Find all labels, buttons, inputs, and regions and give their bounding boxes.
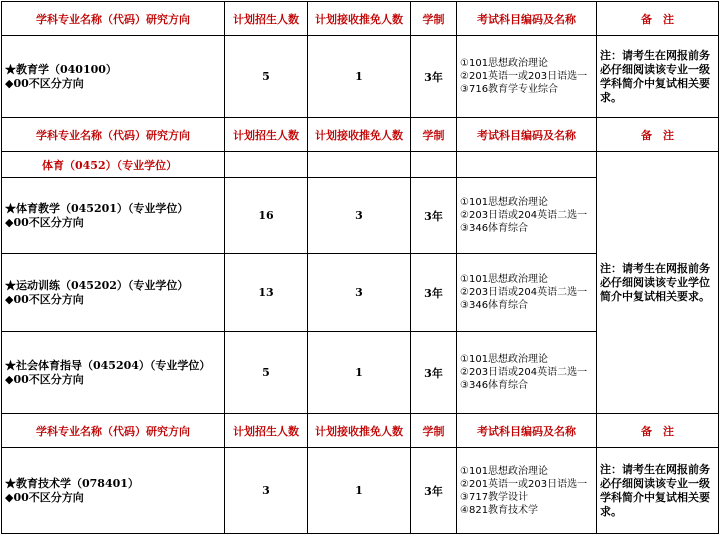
empty-cell bbox=[308, 152, 411, 178]
header-note: 备 注 bbox=[597, 414, 719, 448]
header-duration: 学制 bbox=[411, 2, 457, 36]
exempt-count: 1 bbox=[308, 332, 411, 414]
section-title: 体育（0452）（专业学位） bbox=[2, 152, 225, 178]
header-subjects: 考试科目编码及名称 bbox=[457, 2, 597, 36]
header-program: 学科专业名称（代码）研究方向 bbox=[2, 414, 225, 448]
subject-item: ①101思想政治理论 bbox=[460, 274, 549, 285]
subject-item: ①101思想政治理论 bbox=[460, 58, 549, 69]
header-program: 学科专业名称（代码）研究方向 bbox=[2, 118, 225, 152]
direction-name: ◆00不区分方向 bbox=[5, 372, 84, 386]
exempt-count: 3 bbox=[308, 178, 411, 254]
note-cell: 注：请考生在网报前务必仔细阅读该专业一级学科简介中复试相关要求。 bbox=[597, 448, 719, 534]
subject-item: ②203日语或204英语二选一 bbox=[460, 367, 588, 378]
subject-item: ③346体育综合 bbox=[460, 223, 529, 234]
subject-item: ③346体育综合 bbox=[460, 380, 529, 391]
note-cell: 注：请考生在网报前务必仔细阅读该专业一级学科简介中复试相关要求。 bbox=[597, 36, 719, 118]
table-row bbox=[2, 448, 719, 534]
subjects-cell bbox=[457, 178, 597, 254]
subjects-cell bbox=[457, 448, 597, 534]
header-row bbox=[2, 414, 719, 448]
exempt-count: 1 bbox=[308, 448, 411, 534]
header-program: 学科专业名称（代码）研究方向 bbox=[2, 2, 225, 36]
enroll-count: 13 bbox=[225, 254, 308, 332]
exempt-count: 1 bbox=[308, 36, 411, 118]
direction-name: ◆00不区分方向 bbox=[5, 490, 84, 504]
enroll-count: 16 bbox=[225, 178, 308, 254]
program-cell bbox=[2, 332, 225, 414]
subjects-cell bbox=[457, 332, 597, 414]
header-exempt: 计划接收推免人数 bbox=[308, 118, 411, 152]
subjects-cell bbox=[457, 254, 597, 332]
admissions-table bbox=[1, 1, 719, 534]
enroll-count: 3 bbox=[225, 448, 308, 534]
header-subjects: 考试科目编码及名称 bbox=[457, 118, 597, 152]
header-subjects: 考试科目编码及名称 bbox=[457, 414, 597, 448]
direction-name: ◆00不区分方向 bbox=[5, 292, 84, 306]
header-row bbox=[2, 2, 719, 36]
direction-name: ◆00不区分方向 bbox=[5, 215, 84, 229]
subject-item: ④821教育技术学 bbox=[460, 504, 539, 516]
program-cell bbox=[2, 36, 225, 118]
subject-item: ③717教学设计 bbox=[460, 491, 529, 503]
program-name: ★体育教学（045201）（专业学位） bbox=[5, 201, 189, 215]
program-name: ★社会体育指导（045204）（专业学位） bbox=[5, 358, 211, 372]
subject-item: ②201英语一或203日语选一 bbox=[460, 478, 588, 490]
header-duration: 学制 bbox=[411, 414, 457, 448]
header-exempt: 计划接收推免人数 bbox=[308, 414, 411, 448]
direction-name: ◆00不区分方向 bbox=[5, 76, 84, 90]
subjects-cell bbox=[457, 36, 597, 118]
header-duration: 学制 bbox=[411, 118, 457, 152]
subject-item: ①101思想政治理论 bbox=[460, 465, 549, 477]
program-cell bbox=[2, 254, 225, 332]
header-enroll: 计划招生人数 bbox=[225, 118, 308, 152]
duration: 3年 bbox=[411, 178, 457, 254]
subject-item: ②201英语一或203日语选一 bbox=[460, 71, 588, 82]
exempt-count: 3 bbox=[308, 254, 411, 332]
header-exempt: 计划接收推免人数 bbox=[308, 2, 411, 36]
header-row bbox=[2, 118, 719, 152]
header-enroll: 计划招生人数 bbox=[225, 414, 308, 448]
duration: 3年 bbox=[411, 332, 457, 414]
duration: 3年 bbox=[411, 36, 457, 118]
duration: 3年 bbox=[411, 254, 457, 332]
enroll-count: 5 bbox=[225, 332, 308, 414]
empty-cell bbox=[457, 152, 597, 178]
table-row bbox=[2, 36, 719, 118]
program-name: ★教育技术学（078401） bbox=[5, 476, 139, 490]
program-name: ★教育学（040100） bbox=[5, 62, 117, 76]
program-name: ★运动训练（045202）（专业学位） bbox=[5, 278, 189, 292]
header-note: 备 注 bbox=[597, 118, 719, 152]
section-row bbox=[2, 152, 719, 178]
subject-item: ③346体育综合 bbox=[460, 300, 529, 311]
enroll-count: 5 bbox=[225, 36, 308, 118]
program-cell bbox=[2, 448, 225, 534]
subject-item: ②203日语或204英语二选一 bbox=[460, 210, 588, 221]
header-note: 备 注 bbox=[597, 2, 719, 36]
header-enroll: 计划招生人数 bbox=[225, 2, 308, 36]
empty-cell bbox=[225, 152, 308, 178]
subject-item: ②203日语或204英语二选一 bbox=[460, 287, 588, 298]
program-cell bbox=[2, 178, 225, 254]
subject-item: ①101思想政治理论 bbox=[460, 354, 549, 365]
note-cell: 注：请考生在网报前务必仔细阅读该专业学位简介中复试相关要求。 bbox=[597, 152, 719, 414]
empty-cell bbox=[411, 152, 457, 178]
subject-item: ③716教育学专业综合 bbox=[460, 84, 559, 95]
duration: 3年 bbox=[411, 448, 457, 534]
subject-item: ①101思想政治理论 bbox=[460, 197, 549, 208]
